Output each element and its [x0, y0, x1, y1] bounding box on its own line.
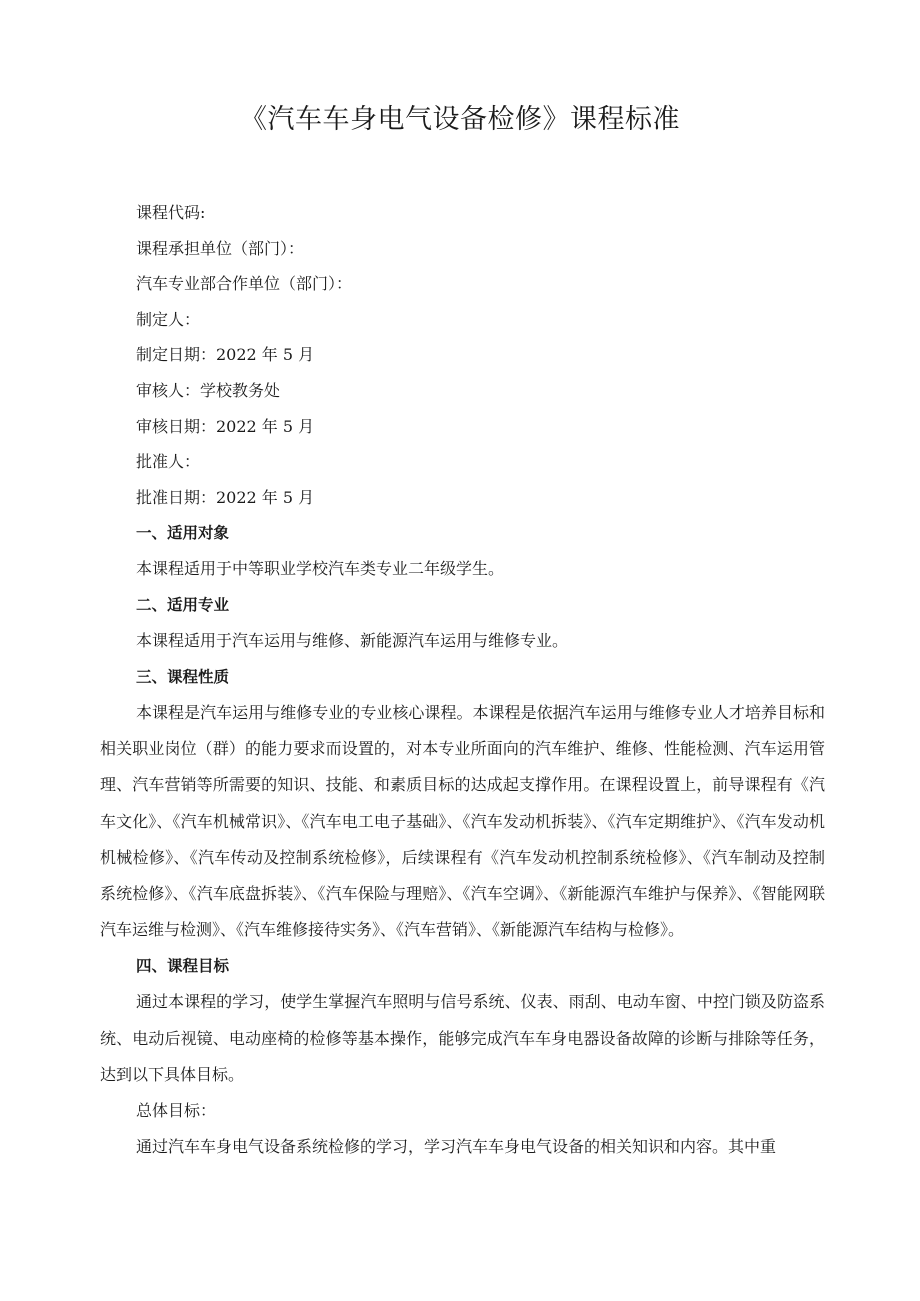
- document-body: [100, 515, 825, 1165]
- section-heading-target-audience: 一、适用对象: [136, 524, 230, 542]
- document-title: 《汽车车身电气设备检修》课程标准: [240, 104, 680, 135]
- section-text-overall-goals: 通过汽车车身电气设备系统检修的学习，学习汽车车身电气设备的相关知识和内容。其中重: [136, 1137, 777, 1157]
- section-heading-course-nature: 三、课程性质: [136, 668, 230, 686]
- section-heading-course-goals: 四、课程目标: [136, 957, 230, 976]
- meta-cooperating-unit: 汽车专业部合作单位（部门）：: [136, 274, 353, 294]
- subheading-overall-goals: 总体目标：: [136, 1101, 217, 1121]
- section-heading-applicable-major: 二、适用专业: [136, 596, 230, 614]
- section-text-applicable-major: 本课程适用于汽车运用与维修、新能源汽车运用与维修专业。: [136, 631, 569, 650]
- meta-author-date: 制定日期：2022 年 5 月: [136, 345, 315, 365]
- meta-reviewer: 审核人：学校教务处: [136, 380, 281, 400]
- meta-course-code: 课程代码:: [136, 203, 206, 222]
- meta-review-date: 审核日期：2022 年 5 月: [136, 416, 315, 436]
- section-text-course-goals: 通过本课程的学习，使学生掌握汽车照明与信号系统、仪表、雨刮、电动车窗、中控门锁及防盗系统、电动后视镜、电动座椅的检修等基本操作，能够完成汽车车身电器设备故障的诊断与排除等任务，达到以下具体目标。: [100, 992, 825, 1084]
- meta-author: 制定人：: [136, 309, 201, 329]
- course-meta-block: [136, 195, 836, 515]
- meta-undertaking-unit: 课程承担单位（部门）：: [136, 238, 305, 258]
- meta-approver: 批准人：: [136, 452, 201, 472]
- section-text-course-nature: 本课程是汽车运用与维修专业的专业核心课程。本课程是依据汽车运用与维修专业人才培养目标和相关职业岗位（群）的能力要求而设置的，对本专业所面向的汽车维护、维修、性能检测、汽车运用管理、汽车营销等所需要的知识、技能、和素质目标的达成起支撑作用。在课程设置上，前导课程有《汽车文化》、《汽车机械常识》、《汽车电工电子基础》、《汽车发动机拆装》、《汽车定期维护》、《汽车发动机机械检修》、《汽车传动及控制系统检修》，后续课程有《汽车发动机控制系统检修》、《汽车制动及控制系统检修》、《汽车底盘拆装》、《汽车保险与理赔》、《汽车空调》、《新能源汽车维护与保养》、《智能网联汽车运维与检测》、《汽车维修接待实务》、《汽车营销》、《新能源汽车结构与检修》。: [100, 703, 825, 940]
- section-text-target-audience: 本课程适用于中等职业学校汽车类专业二年级学生。: [136, 559, 505, 578]
- meta-approval-date: 批准日期：2022 年 5 月: [136, 487, 315, 507]
